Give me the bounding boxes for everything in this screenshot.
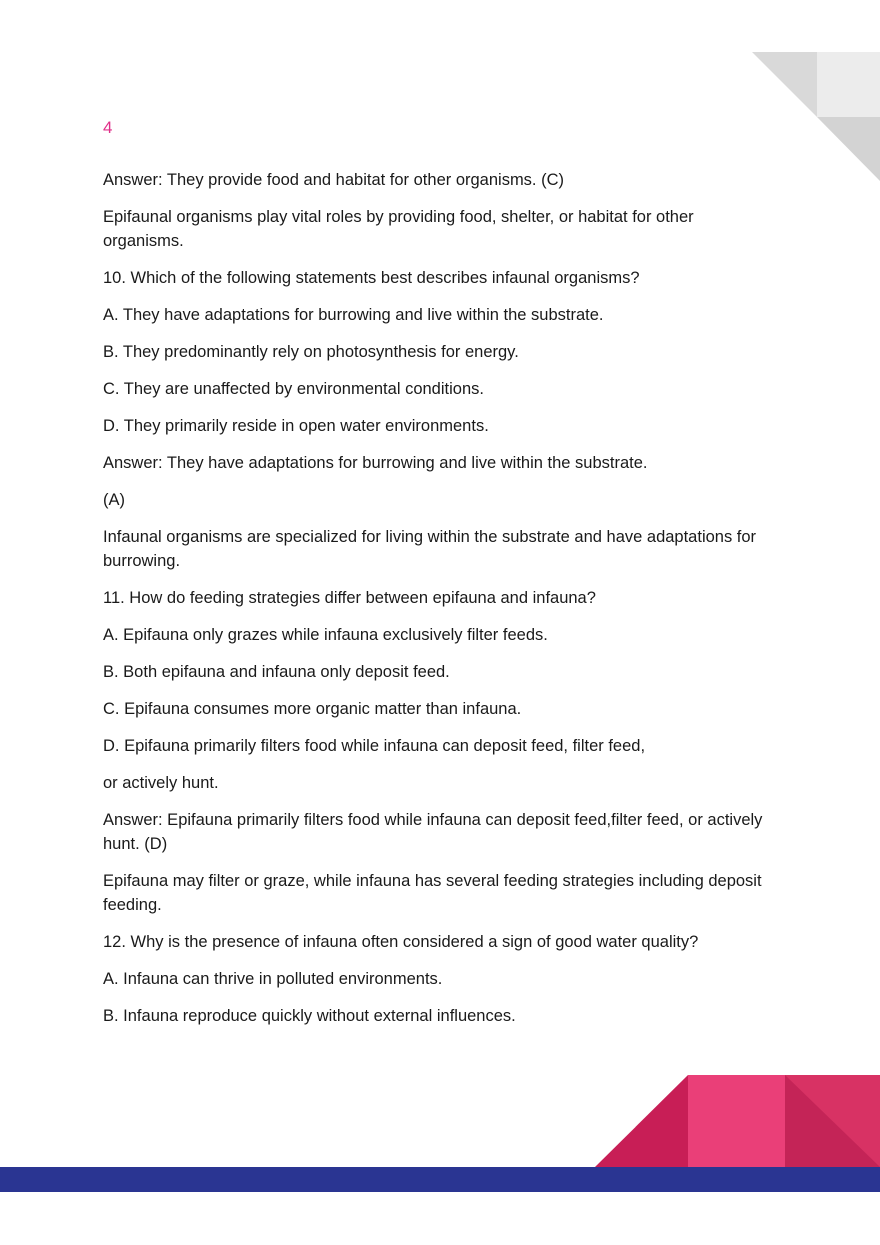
option-12a: A. Infauna can thrive in polluted environments. xyxy=(103,970,443,988)
explanation-9: Epifaunal organisms play vital roles by providing food, shelter, or habitat for other organisms. xyxy=(103,208,694,250)
grey-square xyxy=(817,52,880,117)
option-11a: A. Epifauna only grazes while infauna exclusively filter feeds. xyxy=(103,626,548,644)
option-10d: D. They primarily reside in open water environments. xyxy=(103,417,489,435)
explanation-10: Infaunal organisms are specialized for living within the substrate and have adaptations for burrowing. xyxy=(103,528,757,570)
grey-triangle-lower xyxy=(817,117,880,181)
question-10: 10. Which of the following statements best describes infaunal organisms? xyxy=(103,269,640,287)
footer-bar xyxy=(0,1167,880,1192)
pink-corner-shapes xyxy=(595,1075,880,1167)
option-10b: B. They predominantly rely on photosynthesis for energy. xyxy=(103,343,519,361)
pink-square xyxy=(688,1075,785,1167)
grey-corner-shapes xyxy=(752,52,880,181)
answer-10-letter: (A) xyxy=(103,491,125,509)
answer-9: Answer: They provide food and habitat for other organisms. (C) xyxy=(103,171,565,189)
question-12: 12. Why is the presence of infauna often considered a sign of good water quality? xyxy=(103,933,699,951)
answer-11: Answer: Epifauna primarily filters food while infauna can deposit feed,filter feed, or actively hunt. (D) xyxy=(103,811,763,853)
option-11d: D. Epifauna primarily filters food while infauna can deposit feed, filter feed, xyxy=(103,737,646,755)
option-10c: C. They are unaffected by environmental conditions. xyxy=(103,380,484,398)
grey-triangle-left xyxy=(752,52,817,117)
answer-10: Answer: They have adaptations for burrowing and live within the substrate. xyxy=(103,454,648,472)
option-12b: B. Infauna reproduce quickly without external influences. xyxy=(103,1007,516,1025)
document-body xyxy=(103,168,775,1041)
option-11d-continued: or actively hunt. xyxy=(103,774,219,792)
question-11: 11. How do feeding strategies differ between epifauna and infauna? xyxy=(103,589,596,607)
option-10a: A. They have adaptations for burrowing and live within the substrate. xyxy=(103,306,604,324)
option-11c: C. Epifauna consumes more organic matter than infauna. xyxy=(103,700,522,718)
option-11b: B. Both epifauna and infauna only deposit feed. xyxy=(103,663,450,681)
explanation-11: Epifauna may filter or graze, while infauna has several feeding strategies including deposit feeding. xyxy=(103,872,762,914)
page-number: 4 xyxy=(103,118,113,137)
pink-triangle-left xyxy=(595,1075,688,1167)
